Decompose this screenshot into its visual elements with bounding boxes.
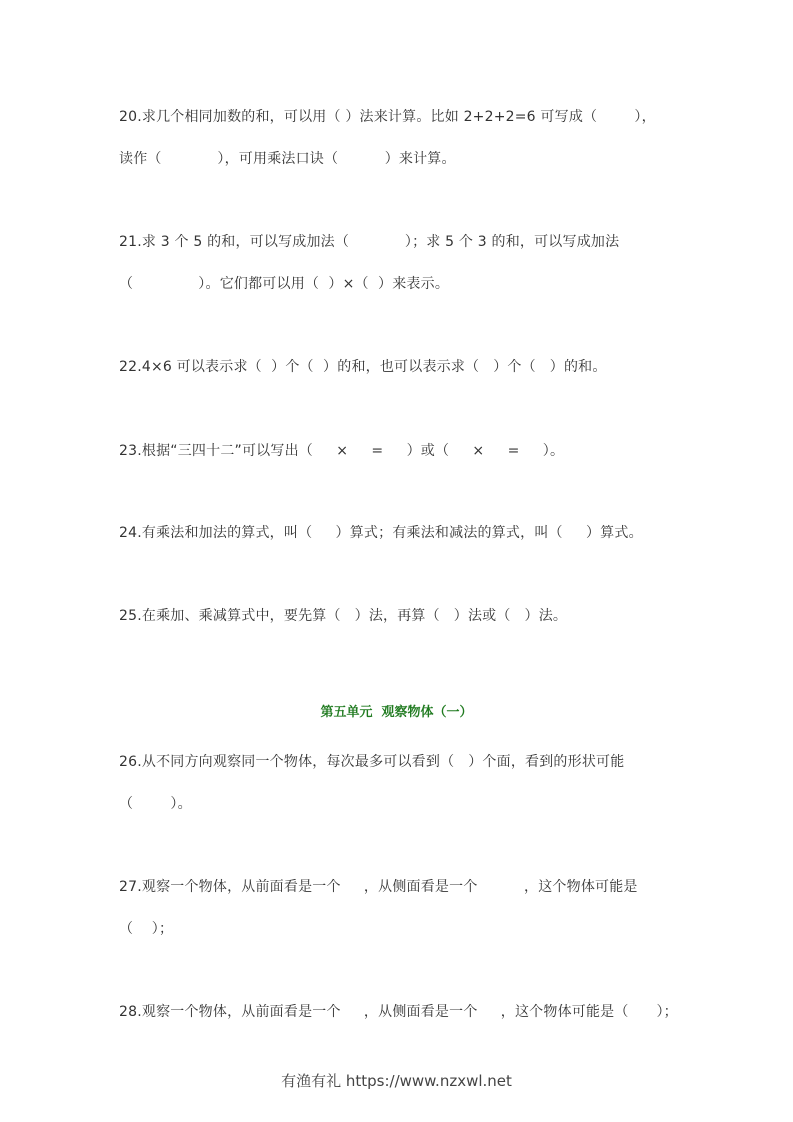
question-27-line-1: 27.观察一个物体，从前面看是一个 ，从侧面看是一个 ，这个物体可能是	[119, 879, 638, 895]
question-21-line-2: （ ）。它们都可以用（ ）×（ ）来表示。	[119, 276, 450, 292]
section-title: 第五单元 观察物体（一）	[320, 705, 473, 720]
question-20-line-1: 20.求几个相同加数的和，可以用（ ）法来计算。比如 2+2+2=6 可写成（ ），	[119, 109, 656, 125]
question-21-line-1: 21.求 3 个 5 的和，可以写成加法（ ）；求 5 个 3 的和，可以写成加法	[119, 234, 620, 250]
question-26-line-2: （ ）。	[119, 796, 192, 812]
question-20-line-2: 读作（ ），可用乘法口诀（ ）来计算。	[119, 151, 456, 167]
question-23: 23.根据“三四十二”可以写出（ × = ）或（ × = ）。	[119, 443, 565, 459]
footer-watermark: 有渔有礼 https://www.nzxwl.net	[281, 1072, 512, 1090]
question-24: 24.有乘法和加法的算式，叫（ ）算式；有乘法和减法的算式，叫（ ）算式。	[119, 525, 643, 541]
question-22: 22.4×6 可以表示求（ ）个（ ）的和，也可以表示求（ ）个（ ）的和。	[119, 359, 607, 375]
question-27-line-2: （ ）；	[119, 921, 174, 937]
question-25: 25.在乘加、乘减算式中，要先算（ ）法，再算（ ）法或（ ）法。	[119, 608, 568, 624]
question-28: 28.观察一个物体，从前面看是一个 ，从侧面看是一个 ，这个物体可能是（ ）；	[119, 1004, 678, 1020]
question-26-line-1: 26.从不同方向观察同一个物体，每次最多可以看到（ ）个面，看到的形状可能	[119, 754, 625, 770]
